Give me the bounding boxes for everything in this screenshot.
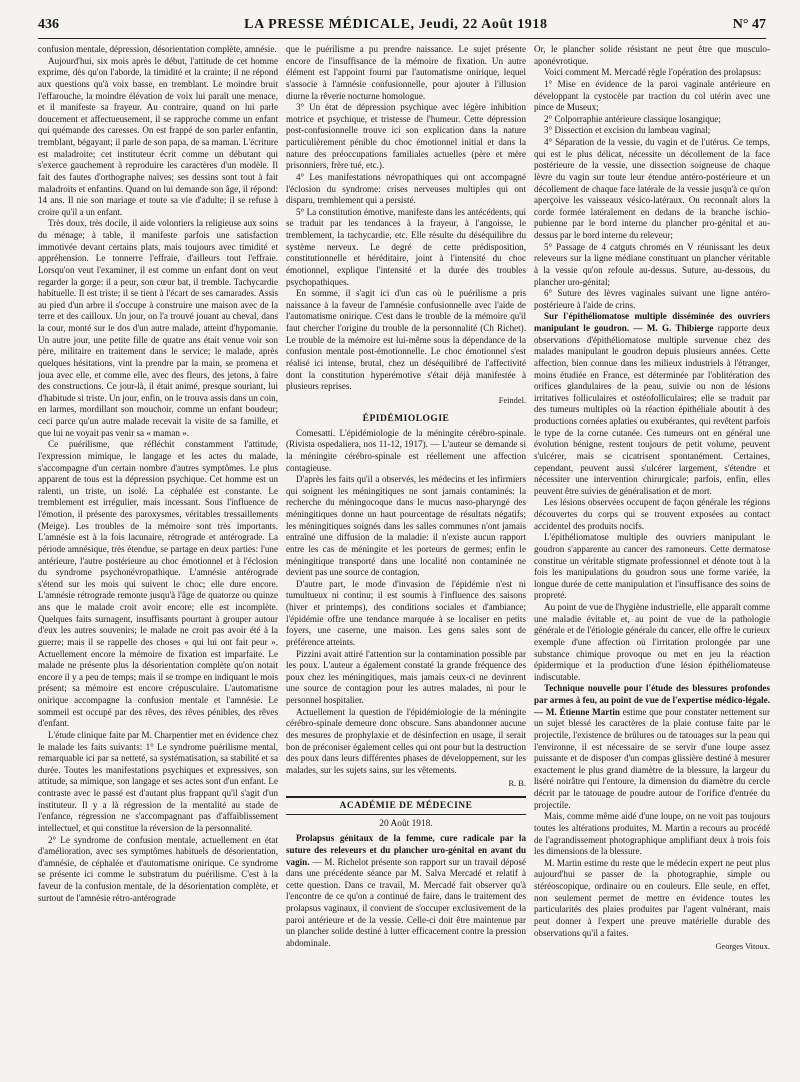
paragraph: En somme, il s'agit ici d'un cas où le puérilisme a pris naissance à la faveur de l'amnésie confusionnelle avec l'aide de l'automatisme onirique. C'est dans le trouble de la mémoire qu'il faut chercher l'origine du trouble de la personnalité (Ch Richet). Le trouble de la mémoire est lui-même sous la dépendance de la confusion mentale post-émotionnelle. Le choc émotionnel s'est réalisé ici intense, brutal, chez un déséquilibré de l'affectivité dont la constitution hyperémotive s'était déjà manifestée à plusieurs reprises. <box>286 288 526 392</box>
paragraph: que le puérilisme a pu prendre naissance. Le sujet présente encore de l'insuffisance de la mémoire de fixation. Un autre élément est l'appoint fourni par l'automatisme onirique, lequel s'associe à l'amnésie confusionnelle, pour ajouter à l'illusion diurne la rêverie nocturne homologue. <box>286 44 526 101</box>
paragraph: 3° Un état de dépression psychique avec légère inhibition motrice et psychique, et tristesse de l'humeur. Cette dépression post-confusionnelle trouve ici son explication dans la nature particulièrement pénible du choc émotionnel initial et dans la nature des préoccupations familiales actuelles (père et mère prisonniers, frère tué, etc.). <box>286 102 526 171</box>
paragraph: 2° Colporraphie antérieure classique losangique; <box>544 113 721 124</box>
article-lead: Prolapsus génitaux de la femme, cure radicale par la suture des releveurs et du plancher uro-génital en avant du vagin. <box>286 833 526 867</box>
session-date: 20 Août 1918. <box>379 819 433 830</box>
paragraph: 3° Dissection et excision du lambeau vaginal; <box>544 125 711 136</box>
paragraph: D'après les faits qu'il a observés, les médecins et les infirmiers qui soignent les méningitiques ne sont jamais contaminés: la recherche du méningocoque dans le mucus naso-pharyngé des méningitiques donne un haut pourcentage de résultats négatifs; les méningitiques soignés dans les salles communes n'ont jamais entraîné une diffusion de la maladie: il n'existe aucun rapport entre les cas de méningite et les porteurs de germes; enfin le méningitique transporté dans une localité non contaminée ne devient pas une source de contagion. <box>286 474 526 578</box>
page-header <box>38 12 766 39</box>
article-text: — M. Richelot présente son rapport sur un travail déposé dans une précédente séance par M. Salva Mercadé et relatif à cette question. Dans ce travail, M. Mercadé fait observer qu'à l'encontre de ce qu'on a continué de faire, dans le traitement des prolapsus vaginaux, il convient de s'occuper exclusivement de la paroi antérieure et de la vessie. Celle-ci doit être maintenue par un plancher solide destiné à lutter efficacement contre la pression abdominale. <box>286 856 526 948</box>
column-2 <box>286 44 526 1074</box>
paragraph: D'autre part, le mode d'invasion de l'épidémie n'est ni tumultueux ni continu; il est soumis à l'influence des saisons (hiver et printemps), des conditions sociales et d'ambiance; l'épidémie offre une tendance marquée à se localiser en petits foyers, une caserne, une maison. Les gens sales sont de préférence atteints. <box>286 578 526 647</box>
paragraph: 5° Passage de 4 catguts chromés en V réunissant les deux releveurs sur la ligne médiane constituant un plancher véritable à la vessie qu'on refoule au-dessus. Suture, au-dessous, du plancher uro-génital; <box>534 241 770 287</box>
paragraph: Mais, comme même aidé d'une loupe, on ne voit pas toujours toutes les altérations produites, M. Martin a recours au procédé de l'agrandissement photographique amplifiant deux à trois fois les dimensions de la blessure. <box>534 811 770 857</box>
paragraph: Comesatti. L'épidémiologie de la méningite cérébro-spinale. (Rivista ospedaliera, nos 11-12, 1917). — L'auteur se demande si la méningite cérébro-spinale est réellement une affection contagieuse. <box>286 427 526 473</box>
paragraph: 6° Suture des lèvres vaginales suivant une ligne antéro-postérieure à l'aide de crins. <box>534 288 770 310</box>
article-text: rapporte deux observations d'épithéliomatose multiple survenue chez des malades manipulant le goudron depuis plusieurs années. Cette affection, bien connue dans les milieux industriels à l'étranger, moins étudiée en France, est déterminée par l'oblitération des orifices glandulaires de la peau, suivie ou non de lésions irritatives folliculaires et ostéofolliculaires; elle se traduit par des tumeurs multiples où la réaction épithéliale aboutit à des productions cornées aplaties ou exubérantes, qui revêtent parfois le type de la corne cutanée. Ces tumeurs ont en général une évolution bénigne, restent toujours de petit volume, peuvent s'ulcérer, mais se cicatrisent spontanément. Certaines, cependant, peuvent aussi s'ulcérer largement, s'étendre et nécessiter une intervention chirurgicale; parfois, enfin, elles peuvent être suivies de généralisation et de mort. <box>534 323 770 496</box>
paragraph <box>534 311 770 497</box>
paragraph <box>286 833 526 949</box>
article-lead: Technique nouvelle pour l'étude des blessures profondes par armes à feu, au point de vue de l'expertise médico-légale. — M. Étienne Martin <box>534 683 770 717</box>
article-text: estime que pour constater nettement sur un sujet blessé les caractères de la plaie contuse faite par le projectile, l'existence de brûlures ou de tatouages sur la peau qui l'environne, il est nécessaire de se servir d'une loupe assez puissante et de disposer d'un compas glissière destiné à mesurer exactement le plus grand diamètre de la blessure, la largeur du liséré noirâtre qui l'entoure, la dimension du diamètre du cercle décrit par le tatouage de poudre autour de l'orifice d'entrée du projectile. <box>534 706 770 810</box>
paragraph: 4° Séparation de la vessie, du vagin et de l'utérus. Ce temps, qui est le plus délicat, nécessite un décollement de la face postérieure de la vessie, une dissection soigneuse de chaque lèvre du vagin sur toute leur étendue antéro-postérieure et un décollement de chaque face latérale de la vessie jusqu'à ce qu'on aperçoive les vaisseaux vésico-latéraux. On reconnaît alors la corde formée latéralement en dedans de la branche ischio-pubienne par le bord interne du plancher pro-génital et au-dessus par le bord interne du releveur; <box>534 137 770 240</box>
journal-title: LA PRESSE MÉDICALE, Jeudi, 22 Août 1918 <box>244 17 548 32</box>
paragraph: Très doux, très docile, il aide volontiers la religieuse aux soins du ménage; à table, il manifeste parfois une satisfaction immotivée devant certains plats, mais toujours avec timidité et appréhension. Le tonnerre l'effraie, d'ailleurs tout l'effraie. Lorsqu'on veut l'examiner, il est comme un enfant dont on veut regarder la gorge: il a peur, son cœur bat, il tremble. Tachycardie habituelle. Il est triste; il se tient à l'écart de ses camarades. Assis au pied d'un arbre il s'occupe à construire une maison avec de la terre et des cailloux. Un jour, on l'a trouvé jouant au cheval, dans la cour, monté sur le dos d'un autre malade, atteint d'hypomanie. Un autre jour, une petite fille de quatre ans était venue voir son père, militaire en traitement dans le service; le malade, après quelques hésitations, vint la prendre par la main, se promena et joua avec elle, et comme elle, avec des fleurs, des jetons, à faire des constructions. Ce jour-là, il était animé, presque souriant, lui d'habitude si triste. Un jour, enfin, on le trouva assis dans un coin, en larmes, mordillant son mouchoir, comme un enfant boudeur; ceci parce qu'un autre malade recevait la visite de sa famille, et que lui ne voyait pas venir sa « maman ». <box>38 218 278 438</box>
paragraph: Actuellement la question de l'épidémiologie de la méningite cérébro-spinale demeure donc obscure. Sans abandonner aucune des mesures de prophylaxie et de désinfection en usage, il serait bon de préconiser également celles qui ont pour but la destruction des poux dans leurs différentes phases de développement, sur les malades, sur les sujets sains, sur les vêtements. <box>286 706 526 775</box>
paragraph: Or, le plancher solide résistant ne peut être que musculo-aponévrotique. <box>534 44 770 66</box>
paragraph <box>534 683 770 811</box>
paragraph: 1° Mise en évidence de la paroi vaginale antérieure en développant la cystocèle par traction du col utérin avec une pince de Museux; <box>534 78 770 113</box>
paragraph: confusion mentale, dépression, désorientation complète, amnésie. <box>38 44 277 54</box>
paragraph: Pizzini avait attiré l'attention sur la contamination possible par les poux. L'auteur a également constaté la grande fréquence des poux chez les méningitiques, mais jamais ceux-ci ne devinrent une source de contagion pour les autres malades, ni pour le personnel hospitalier. <box>286 648 526 706</box>
column-3 <box>534 44 770 1074</box>
paragraph: M. Martin estime du reste que le médecin expert ne peut plus aujourd'hui se passer de la photographie, simple ou stéréoscopique, ordinaire ou en couleurs. Elle seule, en effet, non seulement permet de mettre en évidence toutes les particularités des plaies produites par l'agent vulnérant, mais peut donner à l'expert une preuve matérielle durable des observations qu'il a faites. <box>534 857 770 938</box>
paragraph: Au point de vue de l'hygiène industrielle, elle apparaît comme une maladie évitable et, au point de vue de la pathologie générale et de l'étiologie générale du cancer, elle offre le curieux exemple d'une affection où l'irritation prolongée par une substance chimique provoque ou met en jeu la réaction épidermique et la production d'une lésion épithéliomateuse indiscutable. <box>534 602 770 682</box>
issue-number: N° 47 <box>732 17 766 32</box>
paragraph: Aujourd'hui, six mois après le début, l'attitude de cet homme exprime, dès qu'on l'aborde, la timidité et la crainte; il ne répond aux questions qu'à voix basse, en tremblant. Le moindre bruit l'effarouche, la moindre élévation de voix lui paraît une menace, et il manifeste sa frayeur. Au contraire, quand on lui parle doucement et affectueusement, il se rapproche comme un enfant qui quémande des caresses. On est frappé de son parler enfantin, tremblant, bégayant; il parle de son papa, de sa maman. L'écriture est maladroite; cet instituteur écrit comme un débutant qui s'exerce gauchement à reproduire les caractères d'un modèle. Il fait des fautes d'orthographe naïves; ses dessins sont tout à fait maladroits et enfantins. Quand on lui demande son âge, il répond: 14 ans. Il nie son mariage et toute sa vie d'adulte; il se refuse à croire qu'il a un enfant. <box>38 55 278 217</box>
signature-vitoux: Georges Vitoux. <box>715 942 770 952</box>
signature-rb: R. B. <box>508 779 526 789</box>
paragraph: L'épithéliomatose multiple des ouvriers manipulant le goudron s'apparente au cancer des ramoneurs. Cette dermatose constitue un véritable stigmate professionnel et dénote tout à la fois les manipulations du goudron sous une forme variée, la longue durée de cette manipulation et l'insuffisance des soins de propreté. <box>534 532 770 601</box>
paragraph: Les lésions observées occupent de façon générale les régions découvertes du corps qui se trouvent exposées au contact accidentel des produits nocifs. <box>534 497 770 531</box>
page-number: 436 <box>38 17 59 32</box>
column-1 <box>38 44 278 1074</box>
section-heading-epidemiologie: ÉPIDÉMIOLOGIE <box>362 413 450 424</box>
paragraph: 2° Le syndrome de confusion mentale, actuellement en état d'amélioration, avec ses symptômes habituels de désorientation, d'amnésie, de céphalée et d'automatisme onirique. Ce syndrome se présente ici comme le substratum du puérilisme. C'est à la faveur de la confusion mentale, de la désorientation complète, et surtout de l'amnésie rétro-antérograde <box>38 834 278 903</box>
paragraph: 5° La constitution émotive, manifeste dans les antécédents, qui se traduit par les tendances à la frayeur, à l'angoisse, le tremblement, la tachycardie, etc. Elle résulte du déséquilibre du système nerveux. Le degré de cette prédisposition, constitutionnelle et héréditaire, joint à l'intensité du choc émotionnel, explique l'intensité et la durée des troubles psychopathiques. <box>286 206 526 287</box>
section-heading-academie: ACADÉMIE DE MÉDECINE <box>286 796 526 815</box>
paragraph: L'étude clinique faite par M. Charpentier met en évidence chez le malade les faits suivants: 1° Le syndrome puérilisme mental, remarquable ici par sa netteté, sa systématisation, sa stabilité et sa durée. Toutes les manifestations psychiques et expressives, son attitude, sa mimique, son langage et ses actes sont d'un enfant. Le contraste avec le passé est d'autant plus frappant qu'il s'agit d'un instituteur. Il y a là régression de la mentalité au stade de l'enfance, régression ne s'accompagnant pas d'affaiblissement intellectuel, et qui constitue la réversion de la personnalité. <box>38 729 278 833</box>
signature-feindel: Feindel. <box>498 395 526 405</box>
paragraph: Ce puérilisme, que réfléchit constamment l'attitude, l'expression mimique, le langage et les actes du malade, s'accompagne d'un certain nombre d'autres symptômes. Le plus apparent de tous est la dépression psychique. Cet homme est un ralenti, un triste, un isolé. La céphalée est constante. Le tremblement est irrégulier, mais incessant. Sous l'influence de l'émotion, il présente des paroxysmes, véritables tressaillements (Meige). Les troubles de la mémoire sont très importants. L'amnésie est à la fois lacunaire, rétrograde et antérograde. La période amnésique, très étendue, se partage en deux parties: l'une antérieure, l'autre postérieure au choc émotionnel et à l'éclosion du syndrome psychonévropathique. L'amnésie antérograde s'étend sur les mois qui suivent le choc; elle dure encore. L'amnésie rétrograde remonte jusqu'à l'âge de quatorze ou quinze ans que le malade croit avoir encore; elle est incomplète. Quelques faits surnagent, insuffisants pourtant à grouper autour d'eux les autres souvenirs; le malade ne croit pas avoir été à la guerre; mais il se rappelle des choses « qui lui ont fait peur ». Actuellement encore la mémoire de fixation est imparfaite. Le malade ne présente plus la désorientation complète qu'on notait encore il y a peu de temps; mais il se trompe en indiquant le mois présent; sa mémoire est encore crépusculaire. L'automatisme onirique accompagne la confusion mentale et l'amnésie. Le sommeil est occupé par des rêves, des rêves pénibles, des rêves d'enfant. <box>38 439 278 729</box>
article-lead: Sur l'épithéliomatose multiple disséminée des ouvriers manipulant le goudron. — M. G. Thibierge <box>534 311 770 333</box>
paragraph: 4° Les manifestations névropathiques qui ont accompagné l'éclosion du syndrome: crises nerveuses multiples qui ont disparu, tremblement qui a persisté. <box>286 171 526 206</box>
paragraph: Voici comment M. Mercadé règle l'opération des prolapsus: <box>544 67 762 78</box>
